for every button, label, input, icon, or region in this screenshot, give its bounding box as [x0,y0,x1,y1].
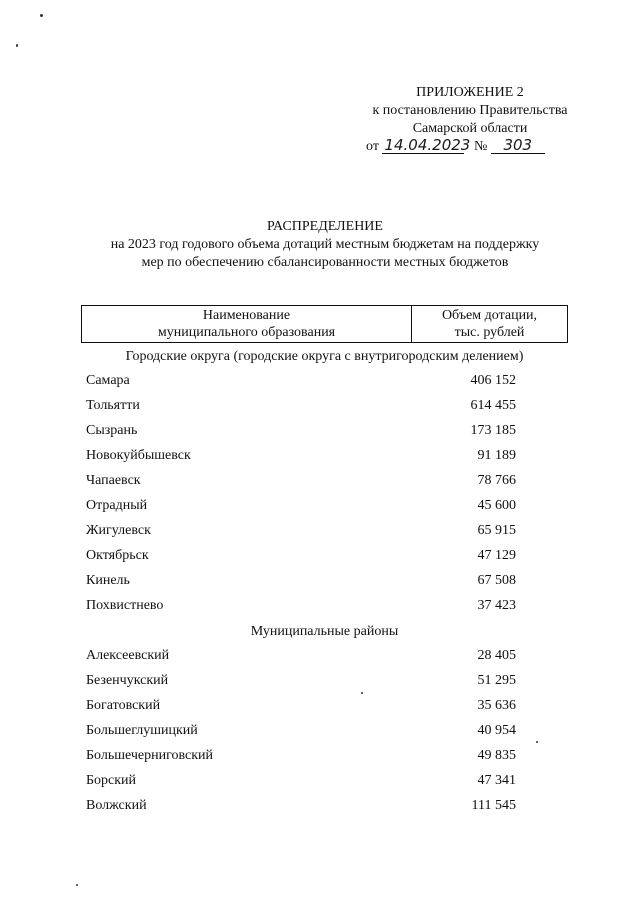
row-name: Безенчукский [86,673,169,688]
row-name: Волжский [86,798,147,813]
row-value: 406 152 [470,373,516,388]
row-value: 78 766 [477,473,516,488]
row-name: Отрадный [86,498,148,513]
row-value: 47 129 [477,548,516,563]
scan-speck [536,741,538,743]
row-value: 40 954 [477,723,516,738]
table-row [86,398,516,416]
row-name: Октябрьск [86,548,149,563]
row-value: 111 545 [471,798,516,813]
scan-speck [40,14,43,17]
handwritten-date: 14.04.2023 [384,136,471,154]
row-name: Богатовский [86,698,161,713]
header-amount-line-1: Объем дотации, [441,308,538,323]
table-row [86,423,516,441]
appendix-region-line: Самарской области [412,121,528,136]
table-row [86,723,516,741]
row-name: Борский [86,773,137,788]
table-row [86,373,516,391]
table-row [86,648,516,666]
table-row [86,523,516,541]
handwritten-number: 303 [491,137,545,154]
row-value: 37 423 [477,598,516,613]
row-name: Большеглушицкий [86,723,198,738]
table-row [86,598,516,616]
header-amount-column [412,306,567,342]
header-name-column [82,306,412,342]
row-name: Похвистнево [86,598,164,613]
heading-line-1: на 2023 год годового объема дотаций местным бюджетам на поддержку [110,237,540,252]
row-name: Чапаевск [86,473,141,488]
header-name-line-1: Наименование [202,308,291,323]
row-value: 173 185 [470,423,516,438]
table-row [86,548,516,566]
group-title-municipal-districts: Муниципальные районы [250,624,399,639]
row-value: 45 600 [477,498,516,513]
header-name-line-2: муниципального образования [157,325,336,340]
row-value: 91 189 [477,448,516,463]
row-value: 28 405 [477,648,516,663]
table-row [86,748,516,766]
heading-line-2: мер по обеспечению сбалансированности местных бюджетов [141,255,509,270]
table-row [86,773,516,791]
scan-speck [16,44,18,47]
heading-title: РАСПРЕДЕЛЕНИЕ [267,219,383,234]
group-title-urban-districts: Городские округа (городские округа с внутригородским делением) [125,349,524,364]
row-value: 67 508 [477,573,516,588]
appendix-title: ПРИЛОЖЕНИЕ 2 [416,85,524,100]
table-row [86,673,516,691]
table-row [86,498,516,516]
row-value: 51 295 [477,673,516,688]
row-value: 65 915 [477,523,516,538]
row-name: Жигулевск [86,523,151,538]
table-header [81,305,568,343]
row-name: Самара [86,373,130,388]
row-name: Кинель [86,573,130,588]
row-name: Тольятти [86,398,140,413]
row-value: 35 636 [477,698,516,713]
scan-speck [361,692,363,694]
appendix-block [320,84,620,138]
appendix-resolution-line: к постановлению Правительства [372,103,568,118]
row-name: Алексеевский [86,648,170,663]
table-row [86,448,516,466]
row-value: 47 341 [477,773,516,788]
row-name: Новокуйбышевск [86,448,191,463]
number-prefix: № [473,139,488,154]
row-value: 614 455 [470,398,516,413]
document-heading [40,218,610,272]
scan-speck [76,884,78,886]
table-row [86,473,516,491]
header-amount-line-2: тыс. рублей [454,325,525,340]
table-row [86,573,516,591]
row-value: 49 835 [477,748,516,763]
appendix-date-line [366,137,545,155]
table-row [86,698,516,716]
row-name: Большечерниговский [86,748,214,763]
row-name: Сызрань [86,423,138,438]
date-prefix: от [366,139,379,154]
table-row [86,798,516,816]
